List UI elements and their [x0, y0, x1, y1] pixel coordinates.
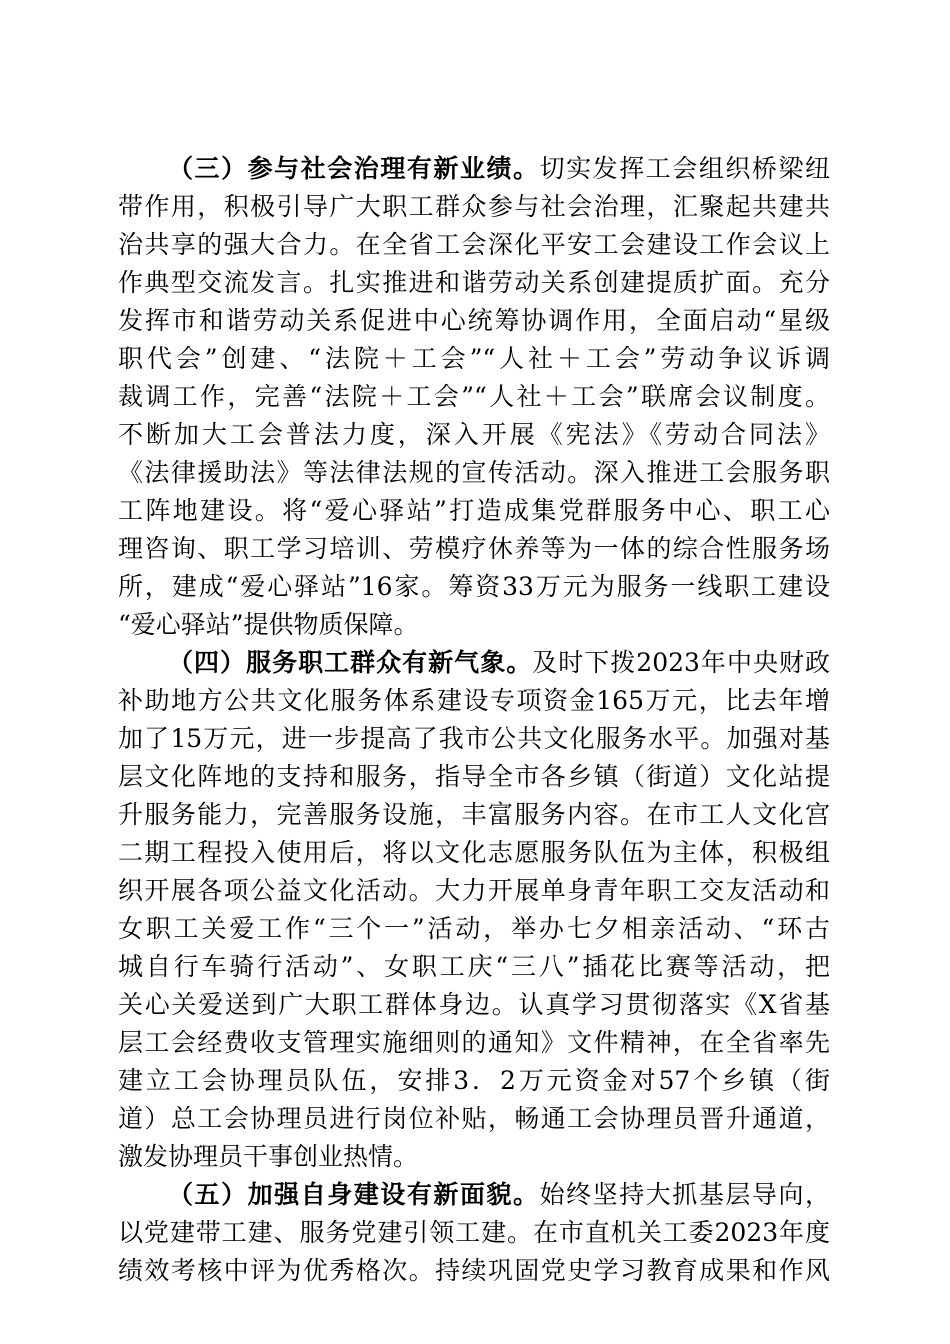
text-line: 层工会经费收支管理实施细则的通知》文件精神，在全省率先	[118, 1028, 830, 1057]
text-line: 理咨询、职工学习培训、劳模疗休养等为一体的综合性服务场	[118, 534, 830, 563]
paragraph-heading-3	[168, 150, 830, 188]
text-line: 治共享的强大合力。在全省工会深化平安工会建设工作会议上	[118, 230, 830, 259]
text-line: 加了15万元，进一步提高了我市公共文化服务水平。加强对基	[118, 724, 830, 753]
text-line: 工阵地建设。将“爱心驿站”打造成集党群服务中心、职工心	[118, 496, 830, 525]
text-line: 以党建带工建、服务党建引领工建。在市直机关工委2023年度	[118, 1218, 830, 1247]
text-line: 建立工会协理员队伍，安排3．2万元资金对57个乡镇（街	[118, 1066, 830, 1095]
text-line: 关心关爱送到广大职工群体身边。认真学习贯彻落实《X省基	[118, 990, 830, 1019]
text-line: 不断加大工会普法力度，深入开展《宪法》《劳动合同法》	[118, 420, 830, 449]
text-line: 城自行车骑行活动”、女职工庆“三八”插花比赛等活动，把	[118, 952, 830, 981]
heading-rest: 及时下拨2023年中央财政	[532, 648, 830, 677]
text-line: 裁调工作，完善“法院＋工会”“人社＋工会”联席会议制度。	[118, 382, 830, 411]
text-line: “爱心驿站”提供物质保障。	[118, 610, 419, 639]
text-line: 绩效考核中评为优秀格次。持续巩固党史学习教育成果和作风	[118, 1256, 830, 1285]
text-line: 层文化阵地的支持和服务，指导全市各乡镇（街道）文化站提	[118, 762, 830, 791]
text-line: 职代会”创建、“法院＋工会”“人社＋工会”劳动争议诉调	[118, 344, 830, 373]
heading-lead: （四）服务职工群众有新气象。	[168, 648, 533, 677]
heading-rest: 始终坚持大抓基层导向，	[539, 1180, 830, 1209]
text-line: 升服务能力，完善服务设施，丰富服务内容。在市工人文化宫	[118, 800, 830, 829]
text-line: 发挥市和谐劳动关系促进中心统筹协调作用，全面启动“星级	[118, 306, 830, 335]
paragraph-heading-4	[168, 644, 830, 682]
text-line: 作典型交流发言。扎实推进和谐劳动关系创建提质扩面。充分	[118, 268, 830, 297]
text-line: 织开展各项公益文化活动。大力开展单身青年职工交友活动和	[118, 876, 830, 905]
text-line: 补助地方公共文化服务体系建设专项资金165万元，比去年增	[118, 686, 830, 715]
text-line: 女职工关爱工作“三个一”活动，举办七夕相亲活动、“环古	[118, 914, 830, 943]
text-line: 道）总工会协理员进行岗位补贴，畅通工会协理员晋升通道，	[118, 1104, 830, 1133]
heading-lead: （五）加强自身建设有新面貌。	[168, 1180, 540, 1209]
paragraph-heading-5	[168, 1176, 830, 1214]
heading-rest: 切实发挥工会组织桥梁纽	[539, 154, 830, 183]
text-line: 带作用，积极引导广大职工群众参与社会治理，汇聚起共建共	[118, 192, 830, 221]
text-line: 激发协理员干事创业热情。	[118, 1142, 419, 1171]
heading-lead: （三）参与社会治理有新业绩。	[168, 154, 540, 183]
text-line: 二期工程投入使用后，将以文化志愿服务队伍为主体，积极组	[118, 838, 830, 867]
text-line: 《法律援助法》等法律法规的宣传活动。深入推进工会服务职	[118, 458, 830, 487]
text-line: 所，建成“爱心驿站”16家。筹资33万元为服务一线职工建设	[118, 572, 830, 601]
